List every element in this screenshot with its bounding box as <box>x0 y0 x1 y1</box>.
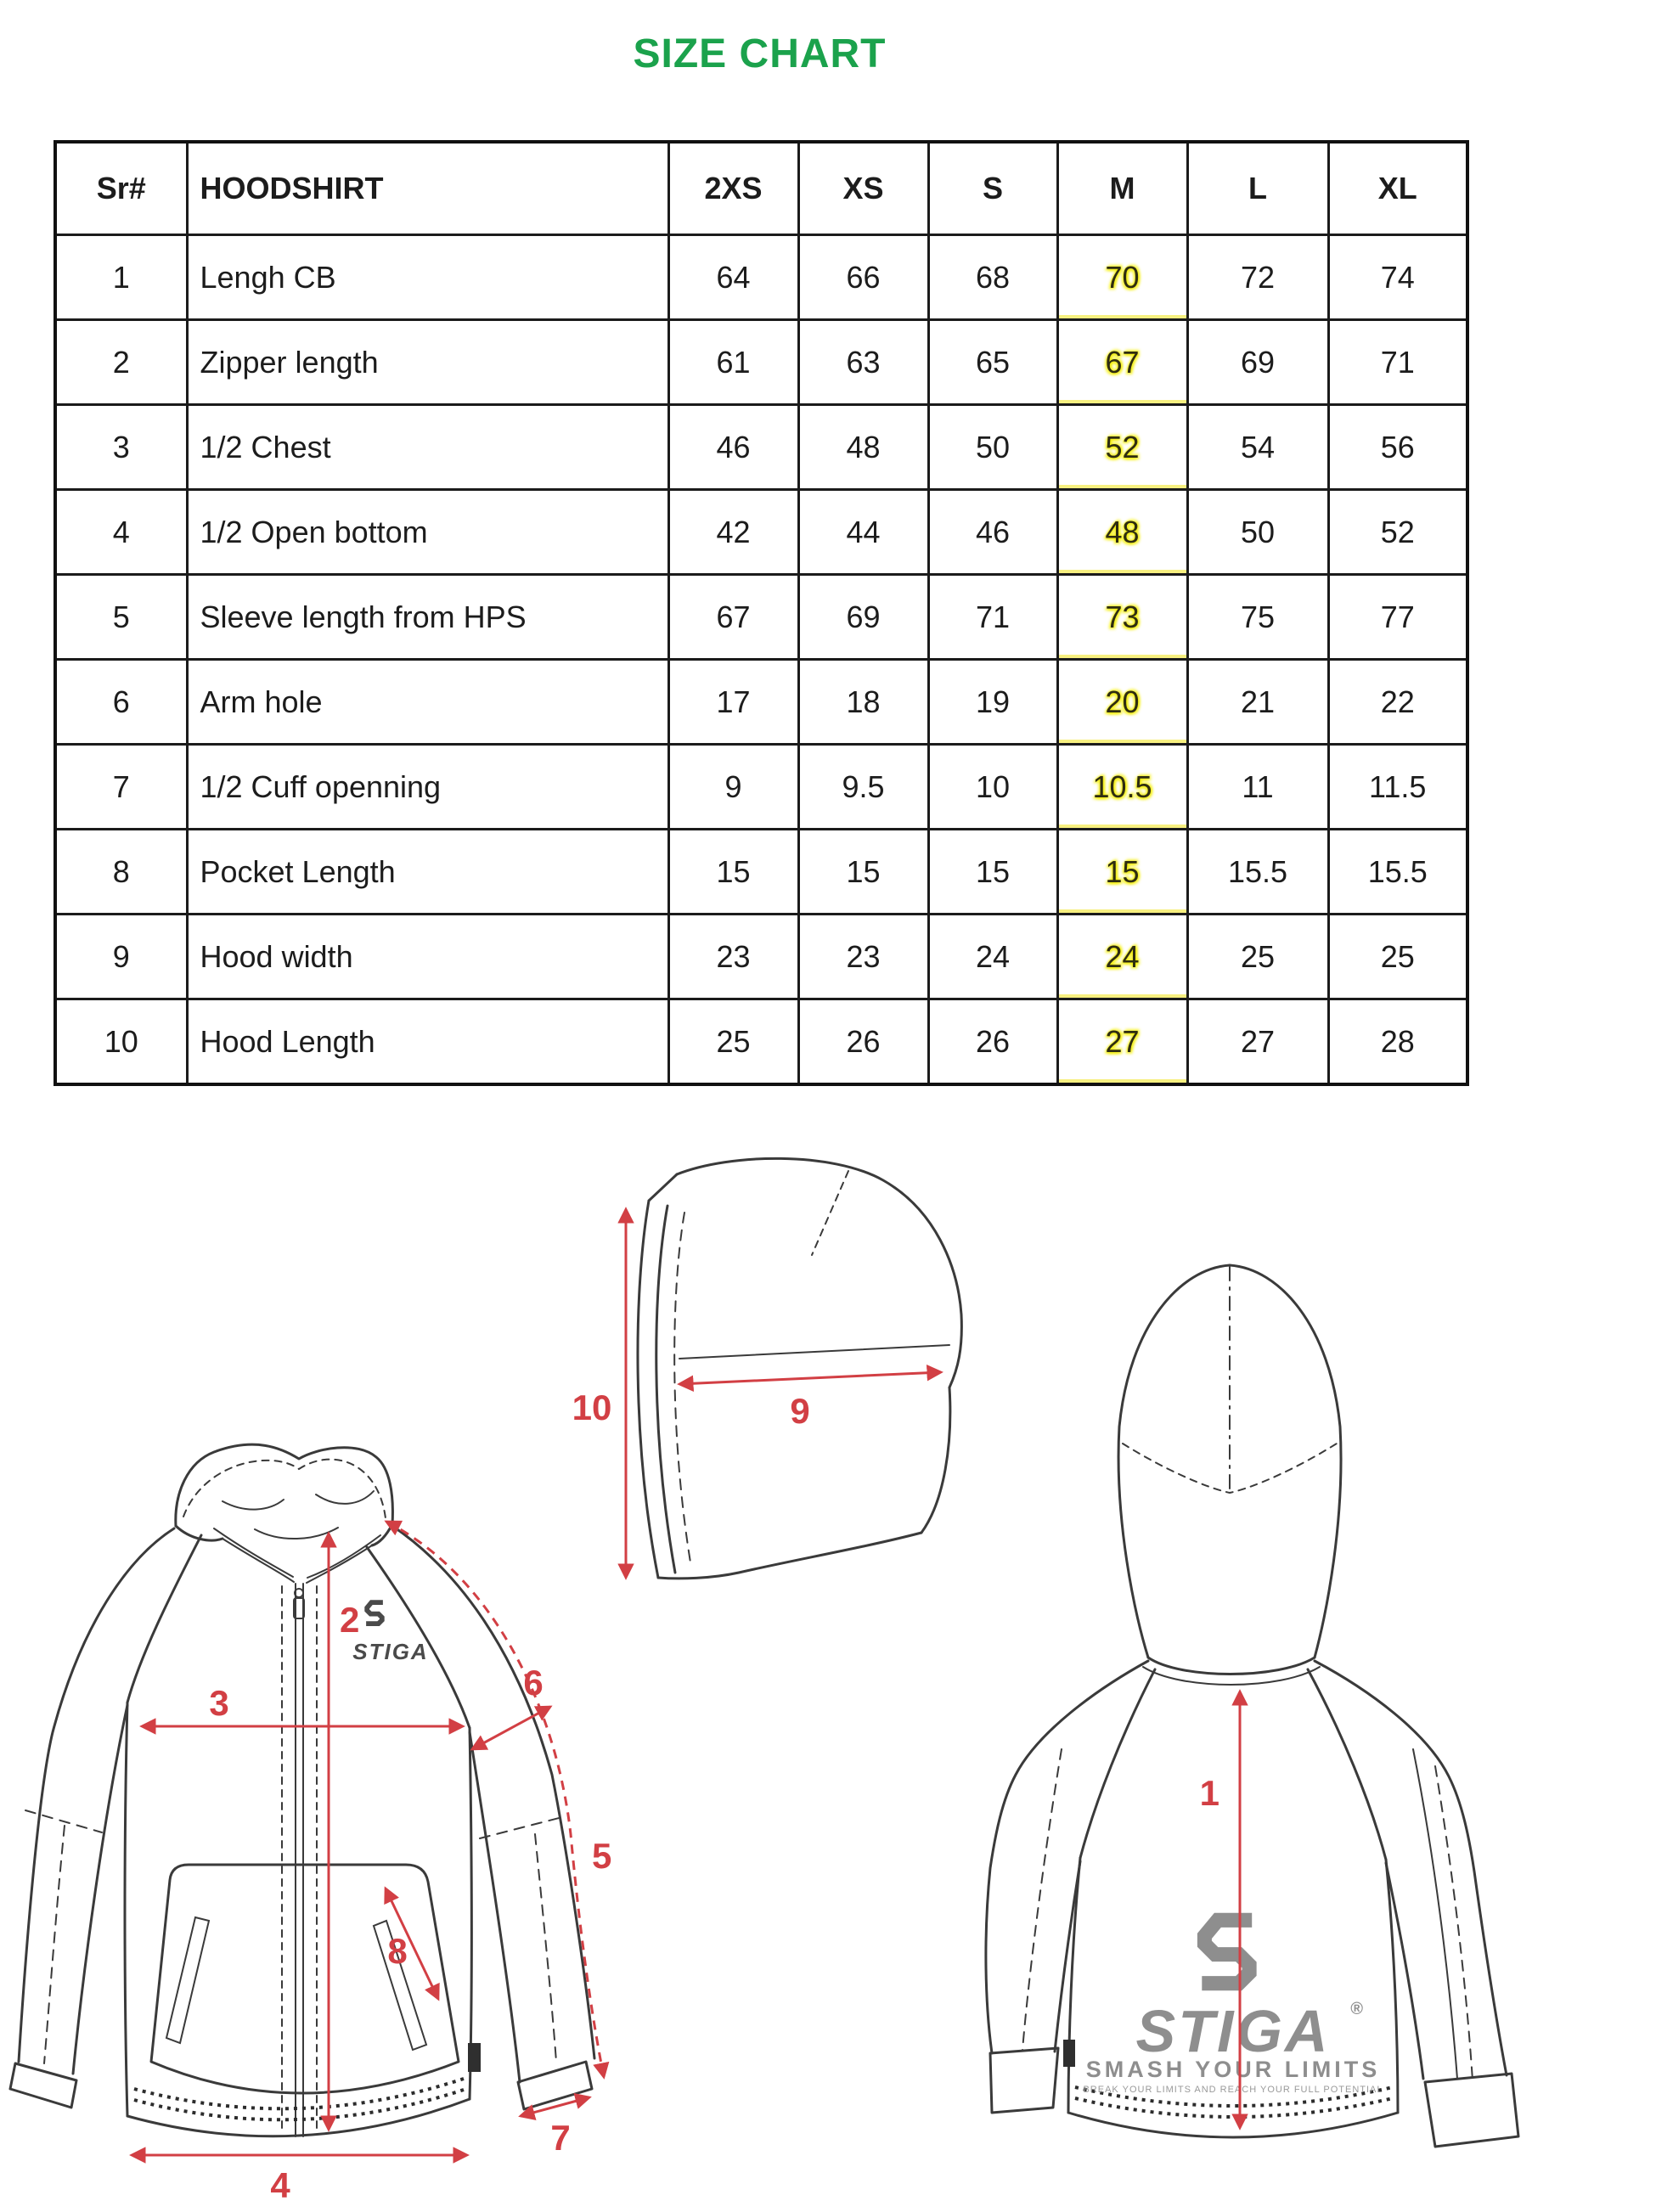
size-table <box>54 140 1469 1086</box>
side-tag <box>468 2043 481 2072</box>
row-label: 1/2 Open bottom <box>187 490 668 575</box>
highlighted-value: 73 <box>1105 599 1140 634</box>
dim-label-cuff-opening: 7 <box>550 2118 571 2158</box>
row-sr: 3 <box>55 405 187 490</box>
table-row <box>55 320 1467 405</box>
registered-mark: ® <box>1350 2000 1363 2018</box>
dim-label-hood-width: 9 <box>790 1391 810 1431</box>
highlighted-value: 67 <box>1105 344 1140 380</box>
cell-xs: 69 <box>798 575 928 660</box>
back-logo-wordmark: STIGA <box>1135 1998 1331 2064</box>
row-sr: 2 <box>55 320 187 405</box>
dim-label-zipper-length: 2 <box>340 1600 360 1640</box>
cell-m-highlighted <box>1057 575 1187 660</box>
row-label: 1/2 Chest <box>187 405 668 490</box>
cell-xl: 52 <box>1328 490 1467 575</box>
dim-label-pocket-length: 8 <box>387 1931 408 1971</box>
table-row <box>55 405 1467 490</box>
cell-xl: 71 <box>1328 320 1467 405</box>
highlighted-value: 27 <box>1105 1023 1140 1059</box>
cell-xs: 66 <box>798 235 928 320</box>
cell-2xs: 42 <box>668 490 798 575</box>
cell-xs: 48 <box>798 405 928 490</box>
cell-2xs: 67 <box>668 575 798 660</box>
row-label: Arm hole <box>187 660 668 745</box>
row-label: Lengh CB <box>187 235 668 320</box>
cell-m-highlighted <box>1057 320 1187 405</box>
cell-2xs: 64 <box>668 235 798 320</box>
cell-l: 15.5 <box>1187 830 1328 915</box>
cell-xl: 15.5 <box>1328 830 1467 915</box>
cell-m-highlighted <box>1057 660 1187 745</box>
highlighted-value: 15 <box>1105 853 1140 889</box>
cell-s: 71 <box>928 575 1057 660</box>
cell-l: 11 <box>1187 745 1328 830</box>
back-logo-subtagline: BREAK YOUR LIMITS AND REACH YOUR FULL POTENTIAL <box>1083 2085 1383 2095</box>
cell-xs: 18 <box>798 660 928 745</box>
cell-xs: 26 <box>798 999 928 1085</box>
cell-l: 27 <box>1187 999 1328 1085</box>
cell-2xs: 46 <box>668 405 798 490</box>
col-header-2xs: 2XS <box>668 142 798 235</box>
table-row <box>55 830 1467 915</box>
dim-label-sleeve-length: 5 <box>592 1836 612 1876</box>
cell-l: 54 <box>1187 405 1328 490</box>
cell-xl: 22 <box>1328 660 1467 745</box>
cell-l: 21 <box>1187 660 1328 745</box>
cell-xl: 11.5 <box>1328 745 1467 830</box>
row-label: Hood width <box>187 915 668 999</box>
col-header-xl: XL <box>1328 142 1467 235</box>
front-view-drawing <box>10 1444 611 2205</box>
highlighted-value: 20 <box>1105 684 1140 719</box>
row-sr: 5 <box>55 575 187 660</box>
highlighted-value: 24 <box>1105 938 1140 974</box>
page-title: SIZE CHART <box>633 31 887 76</box>
cell-l: 25 <box>1187 915 1328 999</box>
table-row <box>55 575 1467 660</box>
table-header-row <box>55 142 1467 235</box>
cell-s: 65 <box>928 320 1057 405</box>
row-sr: 6 <box>55 660 187 745</box>
cell-m-highlighted <box>1057 490 1187 575</box>
cell-s: 15 <box>928 830 1057 915</box>
row-label: Pocket Length <box>187 830 668 915</box>
cell-xs: 44 <box>798 490 928 575</box>
cell-2xs: 17 <box>668 660 798 745</box>
side-tag <box>1063 2040 1075 2067</box>
col-header-hoodshirt: HOODSHIRT <box>187 142 668 235</box>
table-row <box>55 490 1467 575</box>
cell-2xs: 9 <box>668 745 798 830</box>
table-row <box>55 999 1467 1085</box>
table-row <box>55 915 1467 999</box>
cell-xl: 56 <box>1328 405 1467 490</box>
cell-xl: 77 <box>1328 575 1467 660</box>
col-header-s: S <box>928 142 1057 235</box>
row-label: Sleeve length from HPS <box>187 575 668 660</box>
highlighted-value: 52 <box>1105 429 1140 464</box>
highlighted-value: 48 <box>1105 514 1140 549</box>
row-label: 1/2 Cuff openning <box>187 745 668 830</box>
row-label: Hood Length <box>187 999 668 1085</box>
cell-l: 69 <box>1187 320 1328 405</box>
col-header-xs: XS <box>798 142 928 235</box>
dim-label-arm-hole: 6 <box>523 1663 544 1703</box>
cell-l: 50 <box>1187 490 1328 575</box>
cell-m-highlighted <box>1057 999 1187 1085</box>
highlighted-value: 10.5 <box>1092 768 1152 804</box>
cell-xl: 25 <box>1328 915 1467 999</box>
cell-xl: 74 <box>1328 235 1467 320</box>
cell-l: 72 <box>1187 235 1328 320</box>
back-view-drawing <box>986 1265 1518 2147</box>
front-logo-wordmark: STIGA <box>352 1639 429 1664</box>
col-header-sr: Sr# <box>55 142 187 235</box>
dim-label-half-chest: 3 <box>209 1683 229 1723</box>
garment-technical-drawings <box>0 1129 1656 2212</box>
cell-m-highlighted <box>1057 830 1187 915</box>
row-sr: 4 <box>55 490 187 575</box>
col-header-l: L <box>1187 142 1328 235</box>
hood-detail-drawing <box>572 1158 962 1579</box>
cell-s: 46 <box>928 490 1057 575</box>
row-label: Zipper length <box>187 320 668 405</box>
back-stiga-logo <box>1083 1920 1383 2095</box>
cell-xs: 23 <box>798 915 928 999</box>
dim-label-length-cb: 1 <box>1199 1773 1219 1813</box>
cell-m-highlighted <box>1057 405 1187 490</box>
table-row <box>55 660 1467 745</box>
row-sr: 9 <box>55 915 187 999</box>
cell-2xs: 25 <box>668 999 798 1085</box>
cell-m-highlighted <box>1057 745 1187 830</box>
dim-label-open-bottom: 4 <box>270 2165 290 2205</box>
cell-m-highlighted <box>1057 235 1187 320</box>
table-row <box>55 745 1467 830</box>
highlighted-value: 70 <box>1105 259 1140 295</box>
cell-s: 26 <box>928 999 1057 1085</box>
cell-s: 10 <box>928 745 1057 830</box>
back-logo-tagline: SMASH YOUR LIMITS <box>1085 2057 1381 2082</box>
row-sr: 7 <box>55 745 187 830</box>
cell-s: 19 <box>928 660 1057 745</box>
cell-xl: 28 <box>1328 999 1467 1085</box>
cell-2xs: 15 <box>668 830 798 915</box>
col-header-m: M <box>1057 142 1187 235</box>
row-sr: 8 <box>55 830 187 915</box>
cell-s: 24 <box>928 915 1057 999</box>
cell-m-highlighted <box>1057 915 1187 999</box>
cell-xs: 9.5 <box>798 745 928 830</box>
cell-2xs: 23 <box>668 915 798 999</box>
cell-l: 75 <box>1187 575 1328 660</box>
cell-xs: 63 <box>798 320 928 405</box>
front-stiga-logo <box>352 1602 428 1664</box>
cell-s: 50 <box>928 405 1057 490</box>
cell-2xs: 61 <box>668 320 798 405</box>
cell-xs: 15 <box>798 830 928 915</box>
dim-label-hood-length: 10 <box>572 1387 612 1427</box>
table-row <box>55 235 1467 320</box>
row-sr: 1 <box>55 235 187 320</box>
cell-s: 68 <box>928 235 1057 320</box>
row-sr: 10 <box>55 999 187 1085</box>
